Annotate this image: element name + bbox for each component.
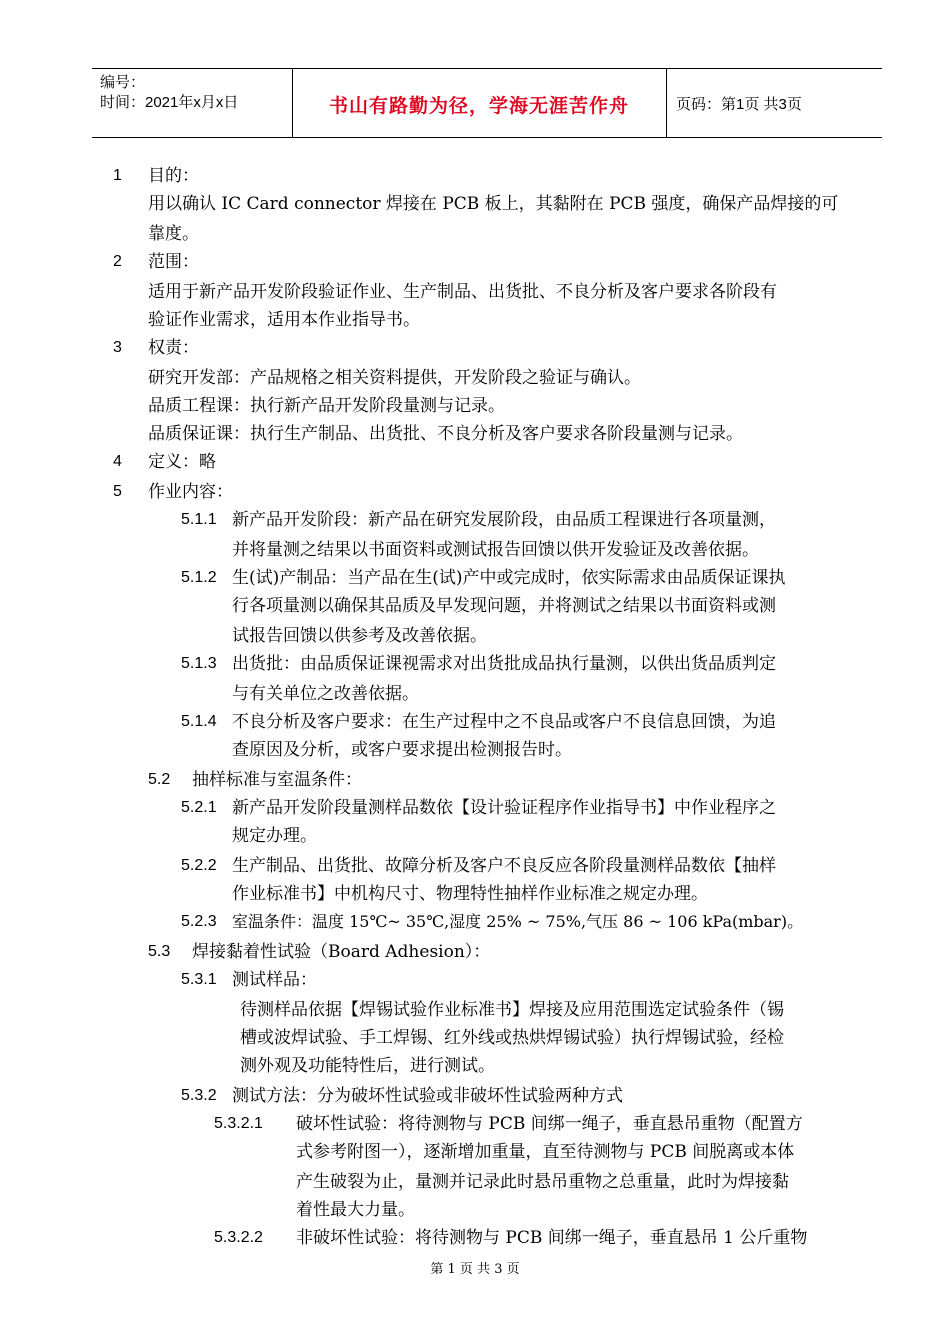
section-title: 作业内容： (148, 482, 233, 502)
section-number: 5 (113, 483, 122, 500)
subsection-number: 5.2 (148, 771, 171, 788)
paragraph-line: 测试样品： (232, 970, 317, 990)
subsection-number: 5.1.4 (181, 713, 217, 730)
subsection-number: 5.2.2 (181, 857, 217, 874)
footer-total-pages: 3 (494, 1262, 503, 1277)
paragraph-line: 着性最大力量。 (296, 1200, 415, 1220)
section-title: 目的： (148, 166, 199, 186)
paragraph-line: 槽或波焊试验、手工焊锡、红外线或热烘焊锡试验）执行焊锡试验，经检 (240, 1028, 784, 1048)
paragraph-line: 适用于新产品开发阶段验证作业、生产制品、出货批、不良分析及客户要求各阶段有 (148, 282, 777, 302)
paragraph-line: 非破坏性试验：将待测物与 PCB 间绑一绳子，垂直悬吊 1 公斤重物 (296, 1228, 808, 1248)
paragraph-line: 查原因及分析，或客户要求提出检测报告时。 (232, 740, 572, 760)
paragraph-line: 规定办理。 (232, 826, 317, 846)
subsection-title: 焊接黏着性试验（Board Adhesion）： (192, 942, 491, 962)
subsection-number: 5.2.1 (181, 799, 217, 816)
subsection-number: 5.1.3 (181, 655, 217, 672)
paragraph-line: 待测样品依据【焊锡试验作业标准书】焊接及应用范围选定试验条件（锡 (240, 1000, 784, 1020)
paragraph-line: 生(试)产制品：当产品在生(试)产中或完成时，依实际需求由品质保证课执 (232, 568, 786, 588)
paragraph-line: 试报告回馈以供参考及改善依据。 (232, 626, 487, 646)
paragraph-line: 行各项量测以确保其品质及早发现问题，并将测试之结果以书面资料或测 (232, 596, 776, 616)
paragraph-line: 与有关单位之改善依据。 (232, 684, 419, 704)
paragraph-line: 产生破裂为止，量测并记录此时悬吊重物之总重量，此时为焊接黏 (296, 1172, 789, 1192)
paragraph-line: 式参考附图一），逐渐增加重量，直至待测物与 PCB 间脱离或本体 (296, 1142, 795, 1162)
paragraph-line: 破坏性试验：将待测物与 PCB 间绑一绳子，垂直悬吊重物（配置方 (296, 1114, 803, 1134)
paragraph-line: 品质保证课：执行生产制品、出货批、不良分析及客户要求各阶段量测与记录。 (148, 424, 743, 444)
subsection-title: 抽样标准与室温条件： (192, 770, 362, 790)
header-motto: 书山有路勤为径，学海无涯苦作舟 (328, 95, 629, 117)
section-title: 定义：略 (148, 452, 216, 472)
footer-page-number: 1 (447, 1262, 456, 1277)
doc-number-label: 编号： (100, 74, 146, 91)
section-title: 范围： (148, 252, 199, 272)
paragraph-line: 测试方法：分为破坏性试验或非破坏性试验两种方式 (232, 1086, 623, 1106)
time-label: 时间：2021年x月x日 (100, 94, 239, 111)
paragraph-line: 靠度。 (148, 224, 199, 244)
paragraph-line: 出货批：由品质保证课视需求对出货批成品执行量测，以供出货品质判定 (232, 654, 776, 674)
subsection-number: 5.3.2 (181, 1087, 217, 1104)
paragraph-line: 品质工程课：执行新产品开发阶段量测与记录。 (148, 396, 505, 416)
paragraph-line: 测外观及功能特性后，进行测试。 (240, 1056, 495, 1076)
footer-prefix: 第 (430, 1262, 444, 1277)
paragraph-line: 验证作业需求，适用本作业指导书。 (148, 310, 420, 330)
paragraph-line: 新产品开发阶段：新产品在研究发展阶段，由品质工程课进行各项量测， (232, 510, 776, 530)
paragraph-line: 研究开发部：产品规格之相关资料提供，开发阶段之验证与确认。 (148, 368, 641, 388)
footer-mid: 页 共 (459, 1262, 491, 1277)
subsection-number: 5.3.2.1 (214, 1115, 263, 1132)
section-number: 1 (113, 167, 122, 184)
subsection-number: 5.3.1 (181, 971, 217, 988)
header-page-info: 页码：第1页 共3页 (676, 96, 802, 113)
page-footer (0, 1258, 950, 1277)
paragraph-line: 生产制品、出货批、故障分析及客户不良反应各阶段量测样品数依【抽样 (232, 856, 776, 876)
footer-suffix: 页 (506, 1262, 520, 1277)
section-number: 4 (113, 453, 122, 470)
section-number: 3 (113, 339, 122, 356)
paragraph-line: 室温条件：温度 15℃~ 35℃,湿度 25% ~ 75%,气压 86 ~ 106 kPa(mbar)。 (232, 912, 804, 931)
paragraph-line: 新产品开发阶段量测样品数依【设计验证程序作业指导书】中作业程序之 (232, 798, 776, 818)
paragraph-line: 并将量测之结果以书面资料或测试报告回馈以供开发验证及改善依据。 (232, 540, 759, 560)
paragraph-line: 用以确认 IC Card connector 焊接在 PCB 板上，其黏附在 PCB 强度，确保产品焊接的可 (148, 194, 839, 214)
subsection-number: 5.2.3 (181, 913, 217, 930)
subsection-number: 5.1.1 (181, 511, 217, 528)
subsection-number: 5.3.2.2 (214, 1229, 263, 1246)
subsection-number: 5.3 (148, 943, 171, 960)
paragraph-line: 不良分析及客户要求：在生产过程中之不良品或客户不良信息回馈，为追 (232, 712, 776, 732)
paragraph-line: 作业标准书】中机构尺寸、物理特性抽样作业标准之规定办理。 (232, 884, 708, 904)
subsection-number: 5.1.2 (181, 569, 217, 586)
section-title: 权责： (148, 338, 199, 358)
section-number: 2 (113, 253, 122, 270)
